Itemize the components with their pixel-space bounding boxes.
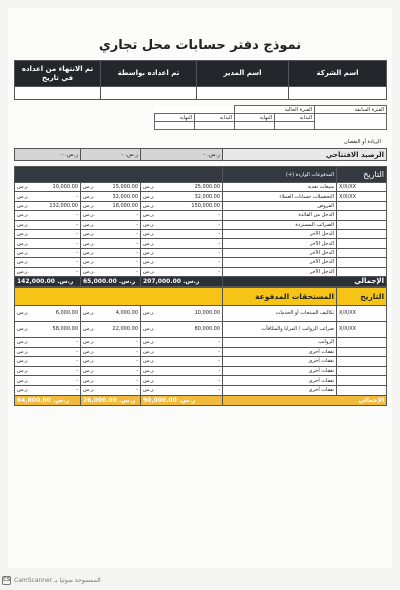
income-value-1[interactable]: ر.س. - [141, 239, 223, 248]
current-end-label: النهاية [155, 114, 195, 122]
income-label[interactable]: الدخل الآخر [223, 239, 337, 248]
current-period-label: الفترة الحالية [235, 106, 315, 114]
expense-value-1[interactable]: ر.س. - [141, 366, 223, 376]
expense-value-2[interactable]: ر.س. 4,000.00 [81, 306, 141, 322]
period-table [154, 105, 387, 130]
expense-label[interactable]: نفقات أخرى [223, 347, 337, 357]
income-date[interactable] [337, 267, 387, 276]
income-row [15, 211, 387, 220]
income-label[interactable]: الدخل من الفائدة [223, 211, 337, 220]
document-page [8, 8, 392, 568]
expense-date[interactable]: X/X/XX [337, 306, 387, 322]
expense-date[interactable] [337, 338, 387, 348]
income-label[interactable]: مبيعات نقدية [223, 183, 337, 192]
expenses-table [14, 287, 387, 406]
expense-date[interactable]: X/X/XX [337, 322, 387, 338]
expense-value-3[interactable]: ر.س. - [15, 347, 81, 357]
expense-label[interactable]: نفقات أخرى [223, 366, 337, 376]
income-row [15, 258, 387, 267]
previous-start-field[interactable] [275, 122, 315, 130]
expense-date[interactable] [337, 366, 387, 376]
expense-row [15, 357, 387, 367]
income-value-3[interactable]: ر.س. - [15, 258, 81, 267]
income-label[interactable]: القروض [223, 201, 337, 210]
expense-value-1[interactable]: ر.س. - [141, 376, 223, 386]
income-label[interactable]: الدخل الآخر [223, 258, 337, 267]
income-row [15, 183, 387, 192]
expense-value-2[interactable]: ر.س. - [81, 385, 141, 395]
income-value-1[interactable]: ر.س. 150,000.00 [141, 201, 223, 210]
expense-row [15, 347, 387, 357]
page-title: نموذج دفتر حسابات محل تجاري [98, 38, 302, 53]
income-total-v2: ر.س. 65,000.00 [81, 276, 141, 286]
expense-row [15, 376, 387, 386]
income-value-2[interactable]: ر.س. 18,000.00 [81, 201, 141, 210]
expenses-total-v1: ر.س. 90,000.00 [141, 395, 223, 405]
income-date[interactable] [337, 201, 387, 210]
expense-value-2[interactable]: ر.س. - [81, 347, 141, 357]
expense-date[interactable] [337, 347, 387, 357]
income-label[interactable]: التحصيلات حسابات العملاء [223, 192, 337, 201]
expense-value-2[interactable]: ر.س. - [81, 376, 141, 386]
income-value-1[interactable]: ر.س. - [141, 211, 223, 220]
income-value-2[interactable]: ر.س. - [81, 239, 141, 248]
income-value-1[interactable]: ر.س. - [141, 220, 223, 229]
expense-value-1[interactable]: ر.س. - [141, 357, 223, 367]
expense-row [15, 385, 387, 395]
expense-row [15, 306, 387, 322]
expense-value-1[interactable]: ر.س. - [141, 385, 223, 395]
expense-value-3[interactable]: ر.س. 6,000.00 [15, 306, 81, 322]
opening-balance-value: ر.س. - [141, 149, 223, 161]
expenses-section-title: المستحقات المدفوعة [223, 288, 337, 306]
expenses-total-v2: ر.س. 26,000.00 [81, 395, 141, 405]
income-total-v1: ر.س. 207,000.00 [141, 276, 223, 286]
expense-value-2[interactable]: ر.س. - [81, 338, 141, 348]
watermark-text: CamScanner الممسوحة ضوئيا بـ [14, 577, 101, 584]
income-section-title: المدفوعات الواردة (+) [223, 167, 337, 183]
expense-value-1[interactable]: ر.س. - [141, 347, 223, 357]
income-value-2[interactable]: ر.س. - [81, 220, 141, 229]
expense-row [15, 338, 387, 348]
income-value-2[interactable]: ر.س. - [81, 211, 141, 220]
expense-value-1[interactable]: ر.س. 80,000.00 [141, 322, 223, 338]
income-row [15, 267, 387, 276]
income-value-2[interactable]: ر.س. - [81, 267, 141, 276]
expense-value-2[interactable]: ر.س. - [81, 357, 141, 367]
expense-label[interactable]: نفقات أخرى [223, 357, 337, 367]
header-prepared-by: تم اعداده بواسطة [101, 61, 197, 87]
profit-loss-label: الزيادة أو النقصان [344, 139, 381, 145]
prepared-by-field[interactable] [101, 87, 197, 100]
expense-value-3[interactable]: ر.س. - [15, 376, 81, 386]
previous-period-label: الفترة السابقة [315, 106, 387, 114]
income-row [15, 229, 387, 238]
expense-date[interactable] [337, 376, 387, 386]
income-value-3[interactable]: ر.س. - [15, 220, 81, 229]
opening-balance-label: الرصيد الافتتاحي [223, 149, 387, 161]
camscanner-icon: CS [3, 577, 11, 583]
header-manager-name: اسم المدير [197, 61, 289, 87]
expense-value-3[interactable]: ر.س. - [15, 357, 81, 367]
expenses-total-v3: ر.س. 64,000.00 [15, 395, 81, 405]
expense-label[interactable]: ضرائب الرواتب / المزايا والمكافآت [223, 322, 337, 338]
income-value-1[interactable]: ر.س. 32,000.00 [141, 192, 223, 201]
income-value-1[interactable]: ر.س. - [141, 248, 223, 257]
expense-row [15, 322, 387, 338]
current-start-label: البداية [195, 114, 235, 122]
scanner-watermark [2, 576, 101, 585]
income-row [15, 220, 387, 229]
income-table [14, 166, 387, 287]
expense-date[interactable] [337, 385, 387, 395]
expense-value-1[interactable]: ر.س. - [141, 338, 223, 348]
expense-value-3[interactable]: ر.س. 58,000.00 [15, 322, 81, 338]
expense-label[interactable]: نفقات أخرى [223, 376, 337, 386]
previous-start-label: البداية [275, 114, 315, 122]
income-date-header: التاريخ [337, 167, 387, 183]
income-value-2[interactable]: ر.س. 32,000.00 [81, 192, 141, 201]
completed-date-field[interactable] [15, 87, 101, 100]
expense-value-3[interactable]: ر.س. - [15, 366, 81, 376]
company-name-field[interactable] [289, 87, 387, 100]
income-date[interactable] [337, 239, 387, 248]
expense-row [15, 366, 387, 376]
income-value-3[interactable]: ر.س. - [15, 192, 81, 201]
income-value-2[interactable]: ر.س. 15,000.00 [81, 183, 141, 192]
income-row [15, 192, 387, 201]
expense-value-2[interactable]: ر.س. - [81, 366, 141, 376]
income-date[interactable]: X/X/XX [337, 192, 387, 201]
income-value-1[interactable]: ر.س. 25,000.00 [141, 183, 223, 192]
income-value-1[interactable]: ر.س. - [141, 267, 223, 276]
income-date[interactable]: X/X/XX [337, 183, 387, 192]
income-value-2[interactable]: ر.س. - [81, 229, 141, 238]
header-company-name: اسم الشركة [289, 61, 387, 87]
income-value-2[interactable]: ر.س. - [81, 258, 141, 267]
income-date[interactable] [337, 258, 387, 267]
expenses-date-header: التاريخ [337, 288, 387, 306]
income-value-3[interactable]: ر.س. - [15, 229, 81, 238]
header-table [14, 60, 387, 100]
income-label[interactable]: الدخل الآخر [223, 267, 337, 276]
income-date[interactable] [337, 248, 387, 257]
expense-label[interactable]: الرواتب [223, 338, 337, 348]
expense-label[interactable]: تكاليف المنتجات أو الخدمات [223, 306, 337, 322]
current-start-field[interactable] [195, 122, 235, 130]
income-date[interactable] [337, 220, 387, 229]
income-date[interactable] [337, 229, 387, 238]
income-label[interactable]: الدخل الآخر [223, 229, 337, 238]
income-total-label: الإجمالي [223, 276, 387, 286]
income-value-1[interactable]: ر.س. - [141, 258, 223, 267]
expense-value-3[interactable]: ر.س. - [15, 338, 81, 348]
income-row [15, 248, 387, 257]
expense-label[interactable]: نفقات أخرى [223, 385, 337, 395]
current-end-field[interactable] [155, 122, 195, 130]
expense-value-3[interactable]: ر.س. - [15, 385, 81, 395]
income-value-3[interactable]: ر.س. - [15, 211, 81, 220]
opening-balance-value: ر.س. - [81, 149, 141, 161]
opening-balance-value: ر.س. - [15, 149, 81, 161]
income-label[interactable]: الضرائب المستردة [223, 220, 337, 229]
income-value-3[interactable]: ر.س. 10,000.00 [15, 183, 81, 192]
income-value-3[interactable]: ر.س. - [15, 248, 81, 257]
expense-date[interactable] [337, 357, 387, 367]
manager-name-field[interactable] [197, 87, 289, 100]
income-value-3[interactable]: ر.س. - [15, 267, 81, 276]
opening-balance-row [14, 148, 387, 161]
income-value-3[interactable]: ر.س. 132,000.00 [15, 201, 81, 210]
income-label[interactable]: الدخل الآخر [223, 248, 337, 257]
income-value-1[interactable]: ر.س. - [141, 229, 223, 238]
previous-end-field[interactable] [235, 122, 275, 130]
income-row [15, 201, 387, 210]
expenses-total-label: الإجمالي [223, 395, 387, 405]
expense-value-2[interactable]: ر.س. 22,000.00 [81, 322, 141, 338]
income-total-v3: ر.س. 142,000.00 [15, 276, 81, 286]
income-date[interactable] [337, 211, 387, 220]
expense-value-1[interactable]: ر.س. 10,000.00 [141, 306, 223, 322]
header-completed-date: تم الانتهاء من اعداده في تاريخ [15, 61, 101, 87]
previous-end-label: النهاية [235, 114, 275, 122]
income-row [15, 239, 387, 248]
income-value-3[interactable]: ر.س. - [15, 239, 81, 248]
income-value-2[interactable]: ر.س. - [81, 248, 141, 257]
